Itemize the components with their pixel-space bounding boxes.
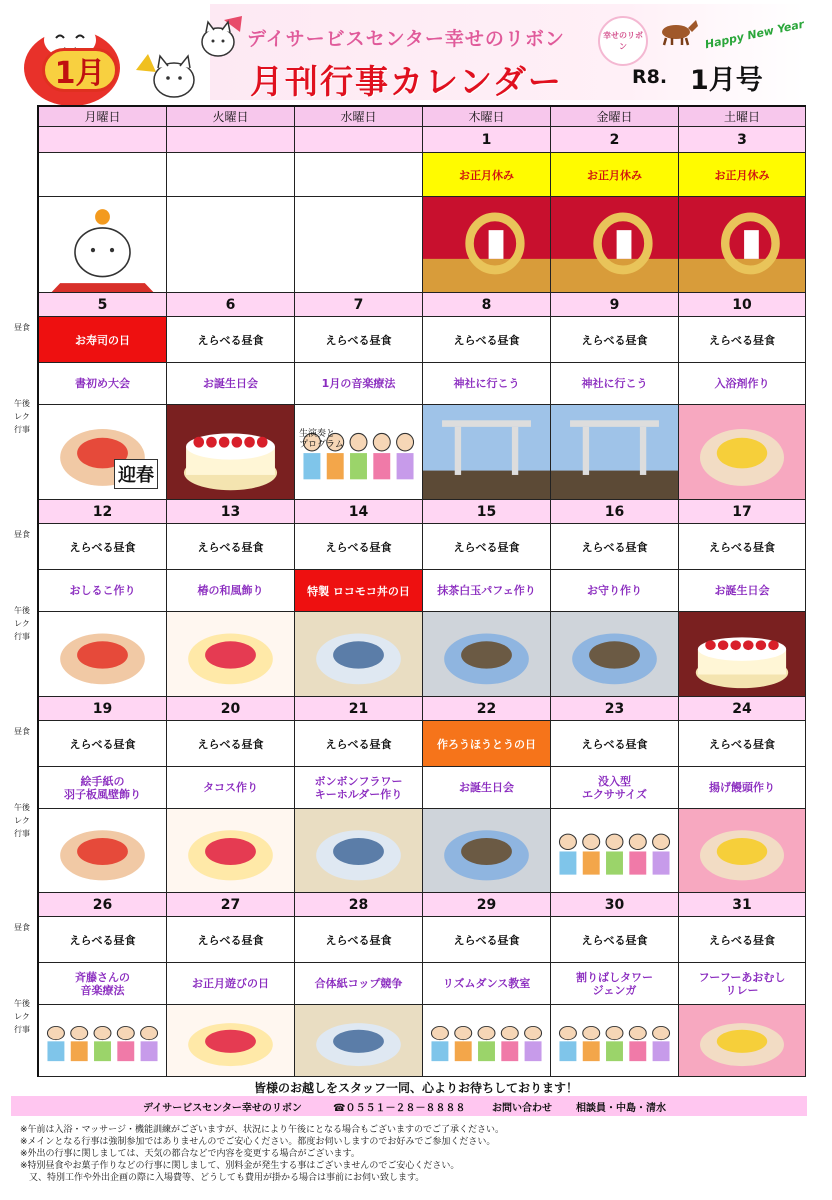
- empty-picture: [167, 197, 295, 293]
- event-cell: 神社に行こう: [551, 363, 679, 405]
- notes: [20, 1124, 820, 1184]
- month-label: 1月号: [690, 65, 763, 96]
- empty-cell: [295, 153, 423, 197]
- calendar-grid: [37, 105, 806, 1077]
- holiday-cell: お正月休み: [679, 153, 806, 197]
- side-label-afternoon: 午後 レク 行事: [14, 803, 30, 838]
- week4-picture-2: [295, 1005, 423, 1077]
- week3-picture-3: [423, 809, 551, 893]
- horse-icon: [656, 16, 700, 46]
- week4-picture-0-image: [39, 1005, 166, 1076]
- date-cell: 17: [679, 500, 806, 524]
- footer-staff: 相談員・中島・清水: [576, 1102, 666, 1114]
- side-label-afternoon: 午後 レク 行事: [14, 999, 30, 1034]
- lunch-cell: えらべる昼食: [167, 524, 295, 570]
- week1-picture-5: [679, 405, 806, 500]
- lunch-cell: えらべる昼食: [679, 524, 806, 570]
- lunch-cell: えらべる昼食: [423, 917, 551, 963]
- week1-picture-1-image: [167, 405, 294, 499]
- week1-picture-1: [167, 405, 295, 500]
- date-cell: 23: [551, 697, 679, 721]
- ribbon-logo: 幸せのリボン: [598, 16, 648, 66]
- lunch-cell: えらべる昼食: [295, 317, 423, 363]
- week0-picture-5: [679, 197, 806, 293]
- week2-picture-4: [551, 612, 679, 697]
- week4-picture-3-image: [423, 1005, 550, 1076]
- holiday-cell: お正月休み: [551, 153, 679, 197]
- hny-text: Happy New Year: [703, 17, 806, 52]
- lunch-cell: えらべる昼食: [39, 917, 167, 963]
- week3-picture-0: [39, 809, 167, 893]
- lunch-cell: えらべる昼食: [679, 721, 806, 767]
- week4-picture-1-image: [167, 1005, 294, 1076]
- week0-picture-3: [423, 197, 551, 293]
- lunch-cell: えらべる昼食: [295, 721, 423, 767]
- week1-picture-0: [39, 405, 167, 500]
- lunch-cell: えらべる昼食: [167, 721, 295, 767]
- lunch-cell: えらべる昼食: [679, 917, 806, 963]
- event-cell: 斉藤さんの 音楽療法: [39, 963, 167, 1005]
- week3-picture-1-image: [167, 809, 294, 892]
- weekday-5: 土曜日: [679, 107, 806, 127]
- event-cell: 書初め大会: [39, 363, 167, 405]
- event-cell: 合体紙コップ競争: [295, 963, 423, 1005]
- week4-picture-1: [167, 1005, 295, 1077]
- side-label-afternoon: 午後 レク 行事: [14, 399, 30, 434]
- week0-picture-5-image: [679, 197, 805, 292]
- week1-picture-2-image: [295, 405, 422, 499]
- welcome-message: 皆様のお越しをスタッフ一同、心よりお待ちしております！: [253, 1081, 578, 1095]
- lunch-cell: えらべる昼食: [39, 721, 167, 767]
- empty-cell: [39, 153, 167, 197]
- side-label-lunch: 昼食: [14, 727, 30, 736]
- event-cell: お誕生日会: [423, 767, 551, 809]
- date-cell: 1: [423, 127, 551, 153]
- event-cell: 抹茶白玉パフェ作り: [423, 570, 551, 612]
- footer-bar: [11, 1096, 807, 1116]
- event-cell: 神社に行こう: [423, 363, 551, 405]
- date-cell: 14: [295, 500, 423, 524]
- date-cell: [167, 127, 295, 153]
- date-cell: 9: [551, 293, 679, 317]
- week1-picture-4: [551, 405, 679, 500]
- week4-picture-0: [39, 1005, 167, 1077]
- week0-picture-0: [39, 197, 167, 293]
- date-cell: 28: [295, 893, 423, 917]
- week2-picture-2-image: [295, 612, 422, 696]
- week2-picture-0-image: [39, 612, 166, 696]
- week3-picture-5: [679, 809, 806, 893]
- week0-picture-3-image: [423, 197, 550, 292]
- music-program-label: 生演奏と プログラム: [299, 429, 344, 450]
- date-cell: 13: [167, 500, 295, 524]
- weekday-1: 火曜日: [167, 107, 295, 127]
- event-cell: 絵手紙の 羽子板風壁飾り: [39, 767, 167, 809]
- lunch-cell: えらべる昼食: [423, 524, 551, 570]
- date-cell: 26: [39, 893, 167, 917]
- lunch-cell: えらべる昼食: [423, 317, 551, 363]
- cat-with-fan-icon-2: [134, 50, 202, 100]
- date-cell: 8: [423, 293, 551, 317]
- month-badge: 1月: [42, 48, 118, 92]
- week0-picture-0-image: [39, 197, 166, 292]
- event-cell: お誕生日会: [679, 570, 806, 612]
- page-title: 月刊行事カレンダー: [250, 62, 563, 101]
- date-cell: [295, 127, 423, 153]
- side-label-lunch: 昼食: [14, 923, 30, 932]
- week4-picture-5-image: [679, 1005, 805, 1076]
- note-line: ※外出の行事に関しましては、天気の都合などで内容を変更する場合がございます。: [20, 1149, 360, 1159]
- event-cell: お正月遊びの日: [167, 963, 295, 1005]
- date-cell: 31: [679, 893, 806, 917]
- cat-with-fan-icon: [198, 16, 250, 60]
- week3-picture-5-image: [679, 809, 805, 892]
- week0-picture-4-image: [551, 197, 678, 292]
- weekday-4: 金曜日: [551, 107, 679, 127]
- week4-picture-2-image: [295, 1005, 422, 1076]
- date-cell: 30: [551, 893, 679, 917]
- week2-picture-3: [423, 612, 551, 697]
- date-cell: 20: [167, 697, 295, 721]
- week3-picture-2: [295, 809, 423, 893]
- lunch-cell: 作ろうほうとうの日: [423, 721, 551, 767]
- date-cell: [39, 127, 167, 153]
- footer-phone: ☎０５５１－２８－８８８８: [333, 1102, 466, 1114]
- event-cell: 特製 ロコモコ丼の日: [295, 570, 423, 612]
- week4-picture-4-image: [551, 1005, 678, 1076]
- footer-contact: お問い合わせ: [492, 1102, 552, 1114]
- lunch-cell: えらべる昼食: [551, 917, 679, 963]
- week1-picture-5-image: [679, 405, 805, 499]
- era-label: R8.: [632, 66, 668, 88]
- kakizome-label: 迎春: [114, 459, 158, 489]
- lunch-cell: えらべる昼食: [551, 721, 679, 767]
- date-cell: 6: [167, 293, 295, 317]
- date-cell: 12: [39, 500, 167, 524]
- event-cell: フーフーあおむし リレー: [679, 963, 806, 1005]
- week2-picture-5-image: [679, 612, 805, 696]
- week1-picture-3-image: [423, 405, 550, 499]
- week1-picture-3: [423, 405, 551, 500]
- week4-picture-5: [679, 1005, 806, 1077]
- event-cell: リズムダンス教室: [423, 963, 551, 1005]
- event-cell: お守り作り: [551, 570, 679, 612]
- week3-picture-4: [551, 809, 679, 893]
- date-cell: 24: [679, 697, 806, 721]
- lunch-cell: えらべる昼食: [679, 317, 806, 363]
- event-cell: 入浴剤作り: [679, 363, 806, 405]
- event-cell: 揚げ饅頭作り: [679, 767, 806, 809]
- week2-picture-3-image: [423, 612, 550, 696]
- week2-picture-5: [679, 612, 806, 697]
- note-line: ※特別昼食やお菓子作りなどの行事に関しまして、別料金が発生する事はございませんのでご安心ください。: [20, 1161, 460, 1171]
- date-cell: 2: [551, 127, 679, 153]
- weekday-0: 月曜日: [39, 107, 167, 127]
- lunch-cell: えらべる昼食: [39, 524, 167, 570]
- lunch-cell: えらべる昼食: [295, 917, 423, 963]
- event-cell: 1月の音楽療法: [295, 363, 423, 405]
- event-cell: 没入型 エクササイズ: [551, 767, 679, 809]
- note-line: ※午前は入浴・マッサージ・機能訓練がございますが、状況により午後にとなる場合もございますのでご了承ください。: [20, 1125, 505, 1135]
- date-cell: 5: [39, 293, 167, 317]
- week1-picture-4-image: [551, 405, 678, 499]
- lunch-cell: えらべる昼食: [551, 524, 679, 570]
- holiday-cell: お正月休み: [423, 153, 551, 197]
- date-cell: 10: [679, 293, 806, 317]
- week2-picture-4-image: [551, 612, 678, 696]
- note-line: 又、特別工作や外出企画の際に入場費等、どうしても費用が掛かる場合は事前にお伺い致します。: [20, 1173, 425, 1183]
- footer-center-name: デイサービスセンター幸せのリボン: [143, 1102, 302, 1114]
- date-cell: 22: [423, 697, 551, 721]
- center-name: デイサービスセンター幸せのリボン: [247, 28, 565, 50]
- weekday-3: 木曜日: [423, 107, 551, 127]
- note-line: ※メインとなる行事は強制参加ではありませんのでご安心ください。都度お伺いしますのでお好みでご参加ください。: [20, 1137, 496, 1147]
- empty-picture: [295, 197, 423, 293]
- lunch-cell: えらべる昼食: [167, 917, 295, 963]
- week3-picture-4-image: [551, 809, 678, 892]
- lunch-cell: えらべる昼食: [295, 524, 423, 570]
- event-cell: 割りばしタワー ジェンガ: [551, 963, 679, 1005]
- lunch-cell: えらべる昼食: [551, 317, 679, 363]
- event-cell: ボンボンフラワー キーホルダー作り: [295, 767, 423, 809]
- week2-picture-2: [295, 612, 423, 697]
- date-cell: 19: [39, 697, 167, 721]
- week3-picture-1: [167, 809, 295, 893]
- date-cell: 15: [423, 500, 551, 524]
- week3-picture-2-image: [295, 809, 422, 892]
- lunch-cell: えらべる昼食: [167, 317, 295, 363]
- side-label-lunch: 昼食: [14, 530, 30, 539]
- date-cell: 16: [551, 500, 679, 524]
- event-cell: おしるこ作り: [39, 570, 167, 612]
- week4-picture-4: [551, 1005, 679, 1077]
- week3-picture-3-image: [423, 809, 550, 892]
- date-cell: 7: [295, 293, 423, 317]
- empty-cell: [167, 153, 295, 197]
- date-cell: 27: [167, 893, 295, 917]
- week2-picture-1-image: [167, 612, 294, 696]
- side-label-lunch: 昼食: [14, 323, 30, 332]
- week2-picture-0: [39, 612, 167, 697]
- event-cell: タコス作り: [167, 767, 295, 809]
- date-cell: 29: [423, 893, 551, 917]
- week3-picture-0-image: [39, 809, 166, 892]
- weekday-2: 水曜日: [295, 107, 423, 127]
- week4-picture-3: [423, 1005, 551, 1077]
- event-cell: 椿の和風飾り: [167, 570, 295, 612]
- week0-picture-4: [551, 197, 679, 293]
- date-cell: 21: [295, 697, 423, 721]
- week1-picture-2: [295, 405, 423, 500]
- event-cell: お誕生日会: [167, 363, 295, 405]
- week2-picture-1: [167, 612, 295, 697]
- lunch-cell: お寿司の日: [39, 317, 167, 363]
- date-cell: 3: [679, 127, 806, 153]
- side-label-afternoon: 午後 レク 行事: [14, 606, 30, 641]
